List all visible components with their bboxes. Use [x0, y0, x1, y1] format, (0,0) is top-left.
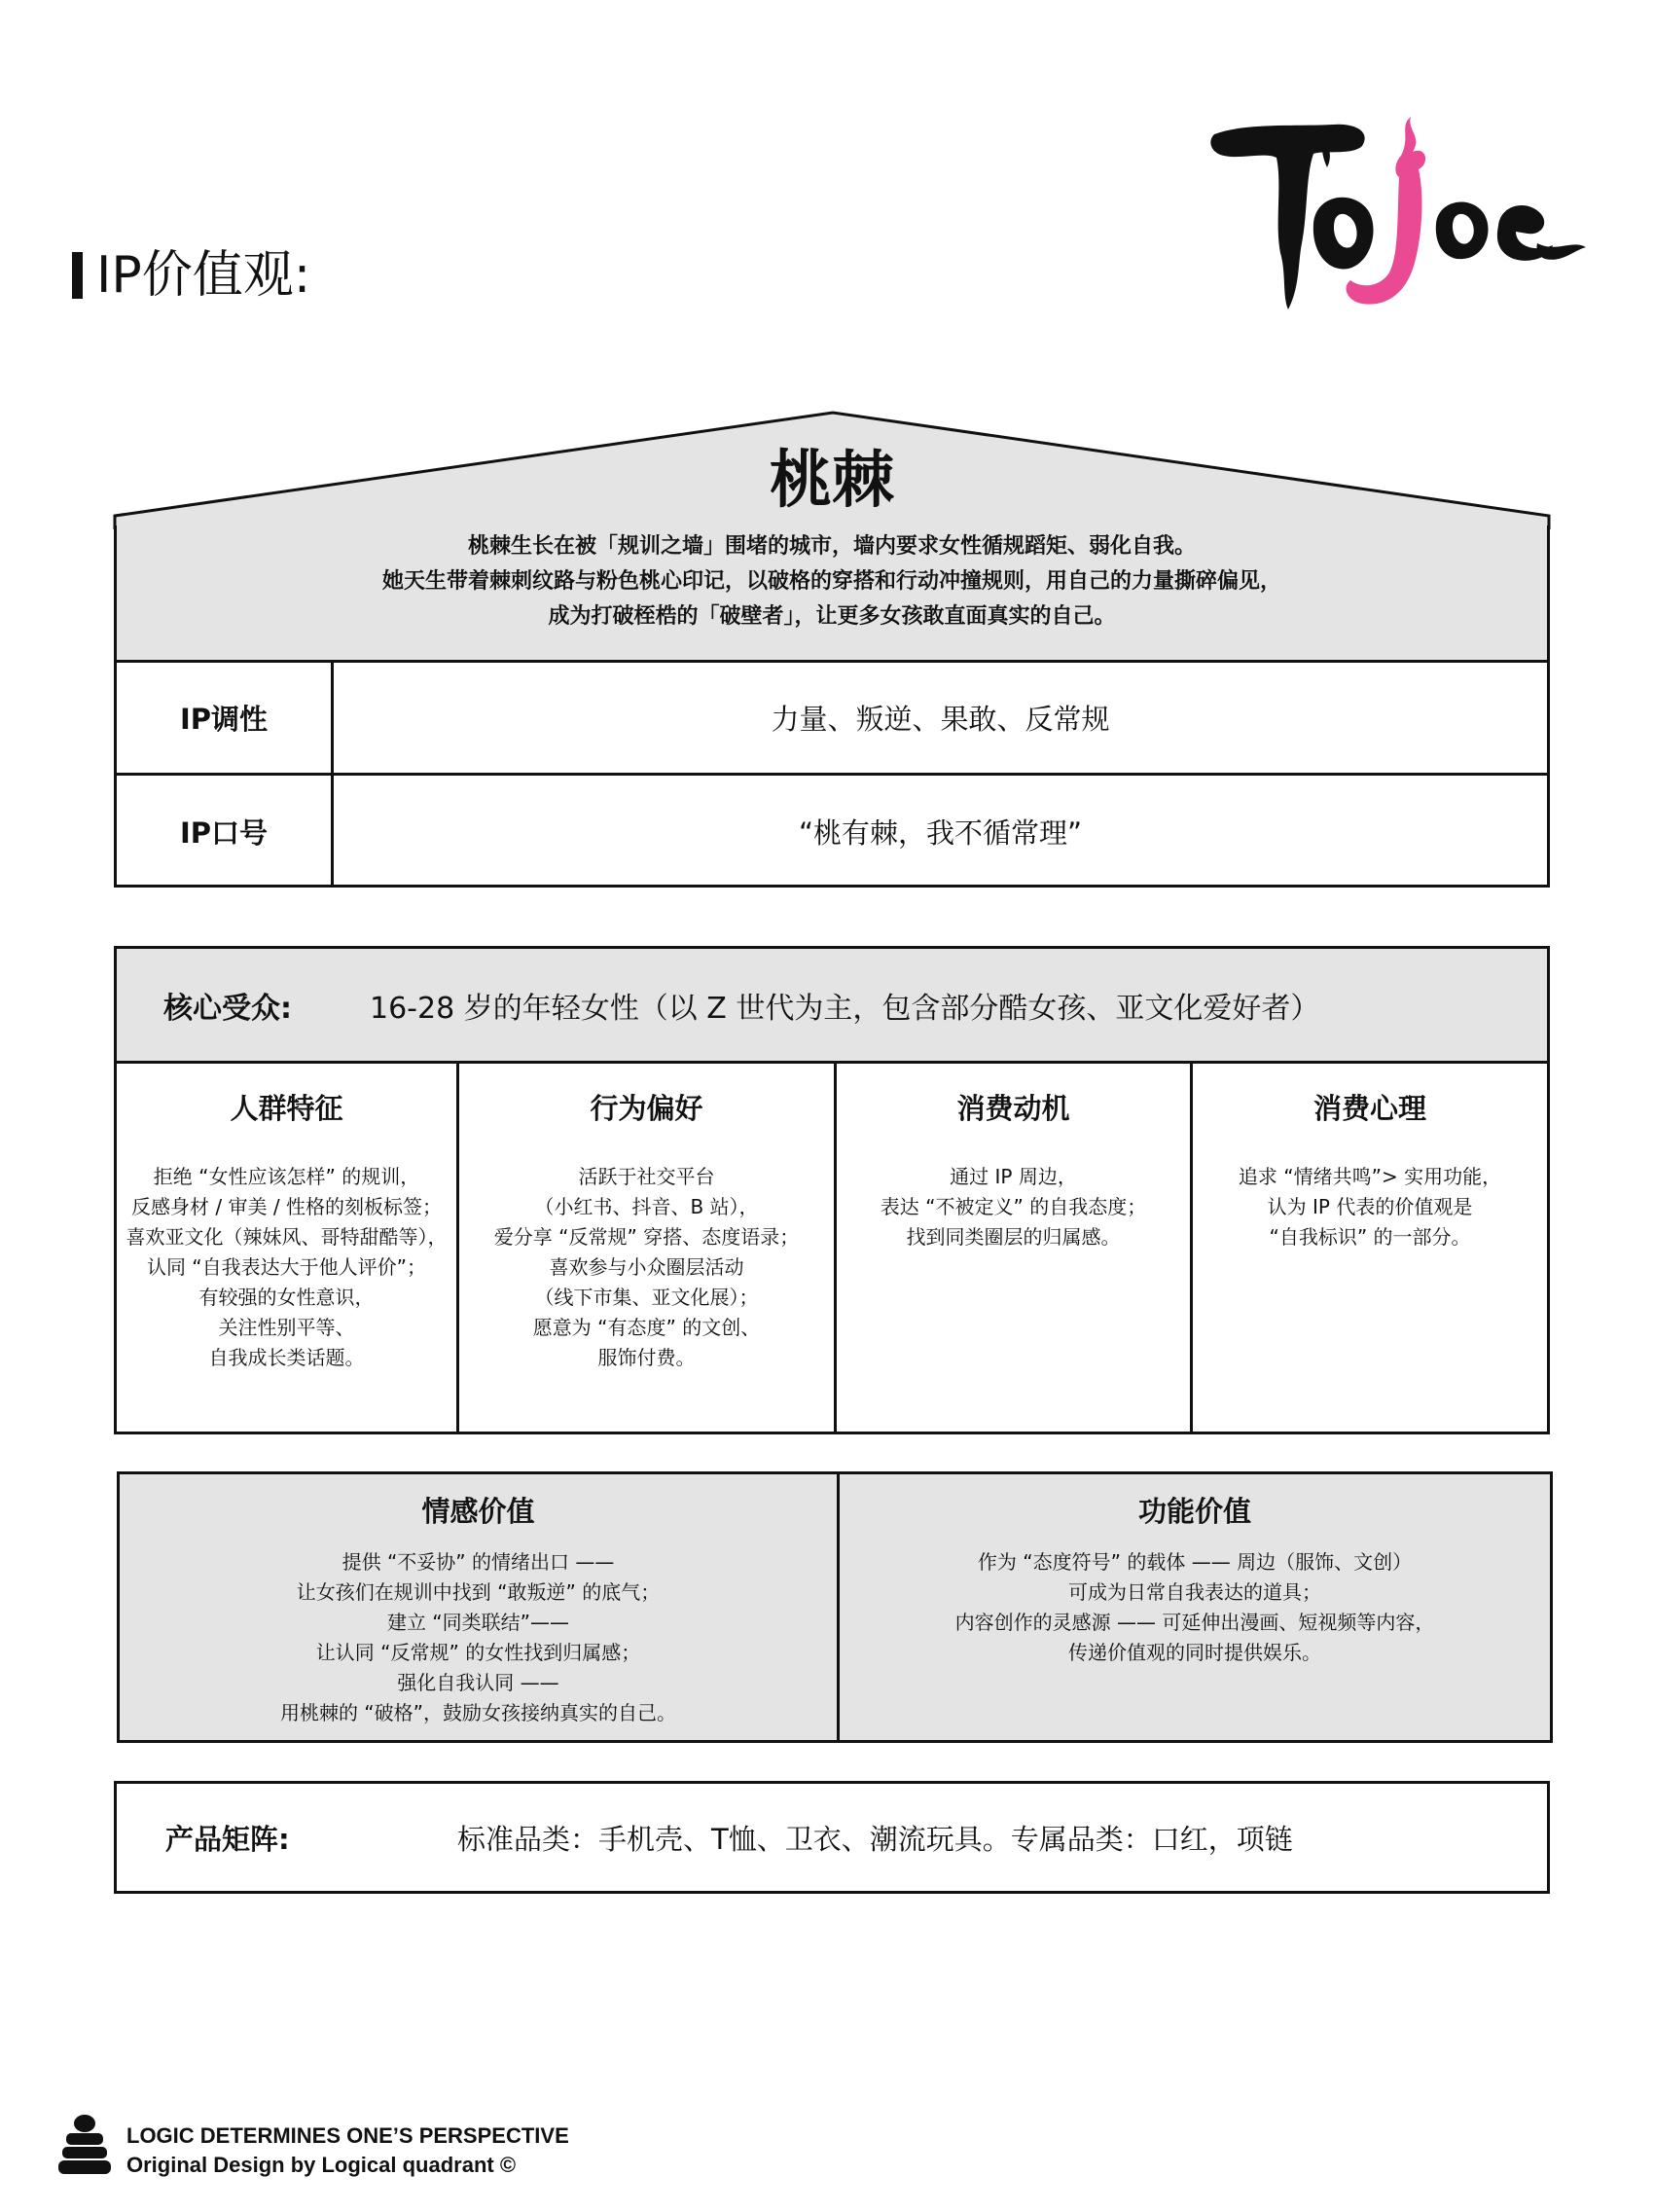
audience-section [114, 946, 1550, 1434]
column-line: 认同 “自我表达大于他人评价”； [146, 1255, 427, 1279]
footer-line: Original Design by Logical quadrant © [126, 2153, 517, 2177]
audience-column [837, 1064, 1193, 1434]
intro-line: 她天生带着棘刺纹路与粉色桃心印记，以破格的穿搭和行动冲撞规则，用自己的力量撕碎偏见， [381, 569, 1281, 594]
value-title: 功能价值 [1137, 1495, 1251, 1528]
column-body [1193, 1162, 1547, 1252]
column-line: （线下市集、亚文化展）； [534, 1286, 759, 1309]
column-line: 服饰付费。 [597, 1346, 696, 1369]
intro-line: 桃棘生长在被「规训之墙」围堵的城市，墙内要求女性循规蹈矩、弱化自我。 [467, 534, 1196, 559]
column-line: 喜欢参与小众圈层活动 [549, 1255, 744, 1279]
footer-line: LOGIC DETERMINES ONE’S PERSPECTIVE [126, 2123, 569, 2148]
footer [126, 2121, 569, 2180]
value-body [840, 1547, 1550, 1668]
table-row [117, 776, 1547, 888]
column-line: 喜欢亚文化（辣妹风、哥特甜酷等）， [126, 1225, 448, 1249]
column-body [837, 1162, 1190, 1252]
value-line: 让认同 “反常规” 的女性找到归属感； [315, 1641, 641, 1664]
column-line: 有较强的女性意识， [198, 1286, 375, 1309]
column-line: 自我成长类话题。 [208, 1346, 365, 1369]
brand-logo [1206, 117, 1586, 321]
column-body [117, 1162, 456, 1373]
column-line: 表达 “不被定义” 的自我态度； [880, 1195, 1147, 1218]
column-title: 行为偏好 [590, 1092, 703, 1125]
title-marker [72, 252, 83, 299]
column-line: 通过 IP 周边， [950, 1165, 1077, 1188]
values-section [117, 1471, 1553, 1743]
column-title: 消费心理 [1312, 1092, 1426, 1125]
value-line: 用桃棘的 “破格”，鼓励女孩接纳真实的自己。 [279, 1701, 677, 1724]
column-line: 找到同类圈层的归属感。 [906, 1225, 1121, 1249]
column-line: “自我标识” 的一部分。 [1269, 1225, 1471, 1249]
column-body [459, 1162, 834, 1373]
value-body [120, 1547, 837, 1728]
column-line: 愿意为 “有态度” 的文创、 [532, 1316, 761, 1339]
column-line: 活跃于社交平台 [578, 1165, 715, 1188]
column-line: 关注性别平等、 [218, 1316, 355, 1339]
value-line: 提供 “不妥协” 的情绪出口 —— [342, 1550, 615, 1574]
value-line: 强化自我认同 —— [397, 1671, 559, 1694]
column-line: 反感身材 / 审美 / 性格的刻板标签； [131, 1195, 442, 1218]
value-panel-emotional [120, 1474, 840, 1740]
audience-columns [117, 1064, 1547, 1434]
row-value: 力量、叛逆、果敢、反常规 [771, 703, 1110, 736]
product-matrix [114, 1781, 1550, 1894]
row-label: IP调性 [117, 663, 334, 773]
audience-header [117, 949, 1547, 1064]
intro-line: 成为打破桎梏的「破壁者」，让更多女孩敢直面真实的自己。 [548, 604, 1116, 629]
audience-column [459, 1064, 837, 1434]
page-title [72, 241, 310, 309]
row-label: IP口号 [117, 776, 334, 888]
row-value: “桃有棘，我不循常理” [798, 816, 1083, 850]
audience-value: 16-28 岁的年轻女性（以 Z 世代为主，包含部分酷女孩、亚文化爱好者） [370, 991, 1320, 1026]
value-line: 让女孩们在规训中找到 “敢叛逆” 的底气； [296, 1580, 661, 1604]
ip-intro-panel [114, 526, 1550, 662]
value-title: 情感价值 [421, 1495, 535, 1528]
audience-column [1193, 1064, 1547, 1434]
ip-table [114, 660, 1550, 888]
value-line: 内容创作的灵感源 —— 可延伸出漫画、短视频等内容， [954, 1611, 1435, 1634]
value-line: 传递价值观的同时提供娱乐。 [1068, 1641, 1321, 1664]
value-panel-functional [840, 1474, 1550, 1740]
value-line: 可成为日常自我表达的道具； [1068, 1580, 1321, 1604]
value-line: 作为 “态度符号” 的载体 —— 周边（服饰、文创） [977, 1550, 1413, 1574]
product-value: 标准品类：手机壳、T恤、卫衣、潮流玩具。专属品类：口红，项链 [457, 1822, 1293, 1856]
column-title: 消费动机 [956, 1092, 1070, 1125]
column-line: 追求 “情绪共鸣”> 实用功能， [1238, 1165, 1502, 1188]
column-title: 人群特征 [230, 1092, 343, 1125]
ip-intro [117, 526, 1547, 635]
product-label: 产品矩阵: [165, 1822, 290, 1856]
value-line: 建立 “同类联结”—— [386, 1611, 570, 1634]
ip-name: 桃棘 [770, 445, 894, 517]
column-line: 爱分享 “反常规” 穿搭、态度语录； [493, 1225, 800, 1249]
page-title-text: IP价值观: [96, 246, 311, 305]
table-row [117, 663, 1547, 776]
audience-label: 核心受众: [163, 991, 292, 1026]
footer-logo-icon [56, 2112, 113, 2176]
column-line: 拒绝 “女性应该怎样” 的规训， [153, 1165, 420, 1188]
column-line: （小红书、抖音、B 站）， [534, 1195, 759, 1218]
column-line: 认为 IP 代表的价值观是 [1267, 1195, 1473, 1218]
audience-column [117, 1064, 459, 1434]
